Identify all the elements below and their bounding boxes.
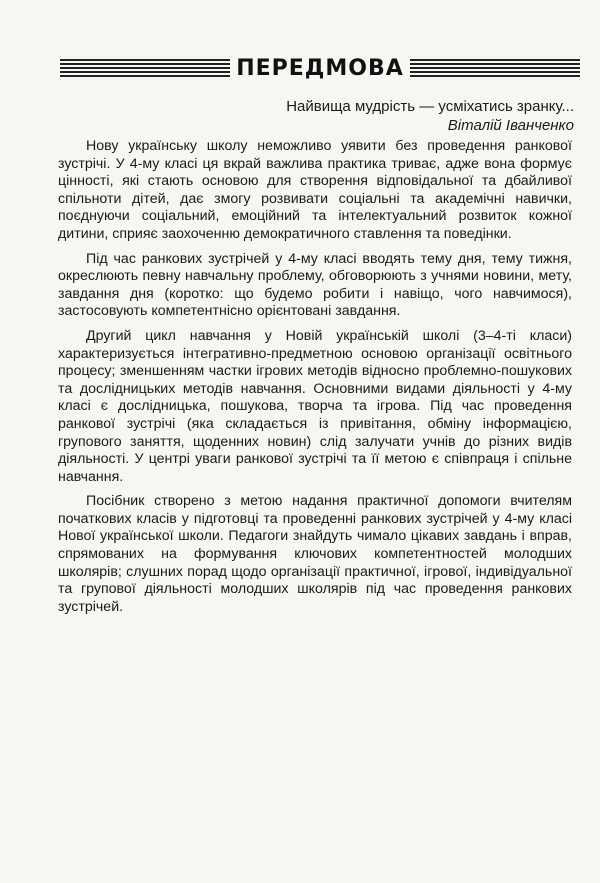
paragraph: Нову українську школу неможливо уявити без проведення ранкової зустрічі. У 4-му класі ця вкрай важлива практика триває, адже вона формує цінності, які стають основою для створення відповідальної та дбайливої спільноти дітей, дає змогу розвивати соціальні та академічні навички, поєднуючи соціальний, емоційний та інтелектуальний розвиток кожної дитини, сприяє заохоченню демократичного ставлення та поведінки. (58, 138, 572, 242)
paragraph: Другий цикл навчання у Новій українській школі (3–4-ті класи) характеризується інтегративно-предметною основою організації освітнього процесу; зменшенням частки ігрових методів відносно проблемно-пошукових та дослідницьких методів навчання. Основними видами діяльності у 4-му класі є дослідницька, пошукова, творча та ігрова. Під час проведення ранкової зустрічі (яка складається із привітання, обміну інформацією, групового заняття, щоденних новин) слід залучати учнів до різних видів діяльності. У центрі уваги ранкової зустрічі та її метою є співпраця і спільне навчання. (58, 327, 572, 485)
epigraph (286, 97, 574, 135)
left-decorative-rule (60, 59, 230, 77)
epigraph-quote: Найвища мудрість — усміхатись зранку... (286, 98, 574, 115)
heading-row (60, 50, 580, 86)
preface-body (58, 138, 572, 623)
paragraph: Під час ранкових зустрічей у 4-му класі вводять тему дня, тему тижня, окреслюють певну навчальну проблему, обговорюють з учнями новини, мету, завдання дня (коротко: що будемо робити і навіщо, чого навчимося), застосовують компетентнісно орієнтовані завдання. (58, 250, 572, 320)
paragraph: Посібник створено з метою надання практичної допомоги вчителям початкових класів у підготовці та проведенні ранкових зустрічей у 4-му класі Нової української школи. Педагоги знайдуть чимало цікавих завдань і вправ, спрямованих на формування ключових компетентностей молодших школярів; слушних порад щодо організації практичної, ігрової, індивідуальної та групової діяльності молодших школярів під час проведення ранкових зустрічей. (58, 493, 572, 615)
right-decorative-rule (410, 59, 580, 77)
epigraph-author: Віталій Іванченко (447, 117, 574, 134)
page-title: ПЕРЕДМОВА (236, 55, 404, 81)
